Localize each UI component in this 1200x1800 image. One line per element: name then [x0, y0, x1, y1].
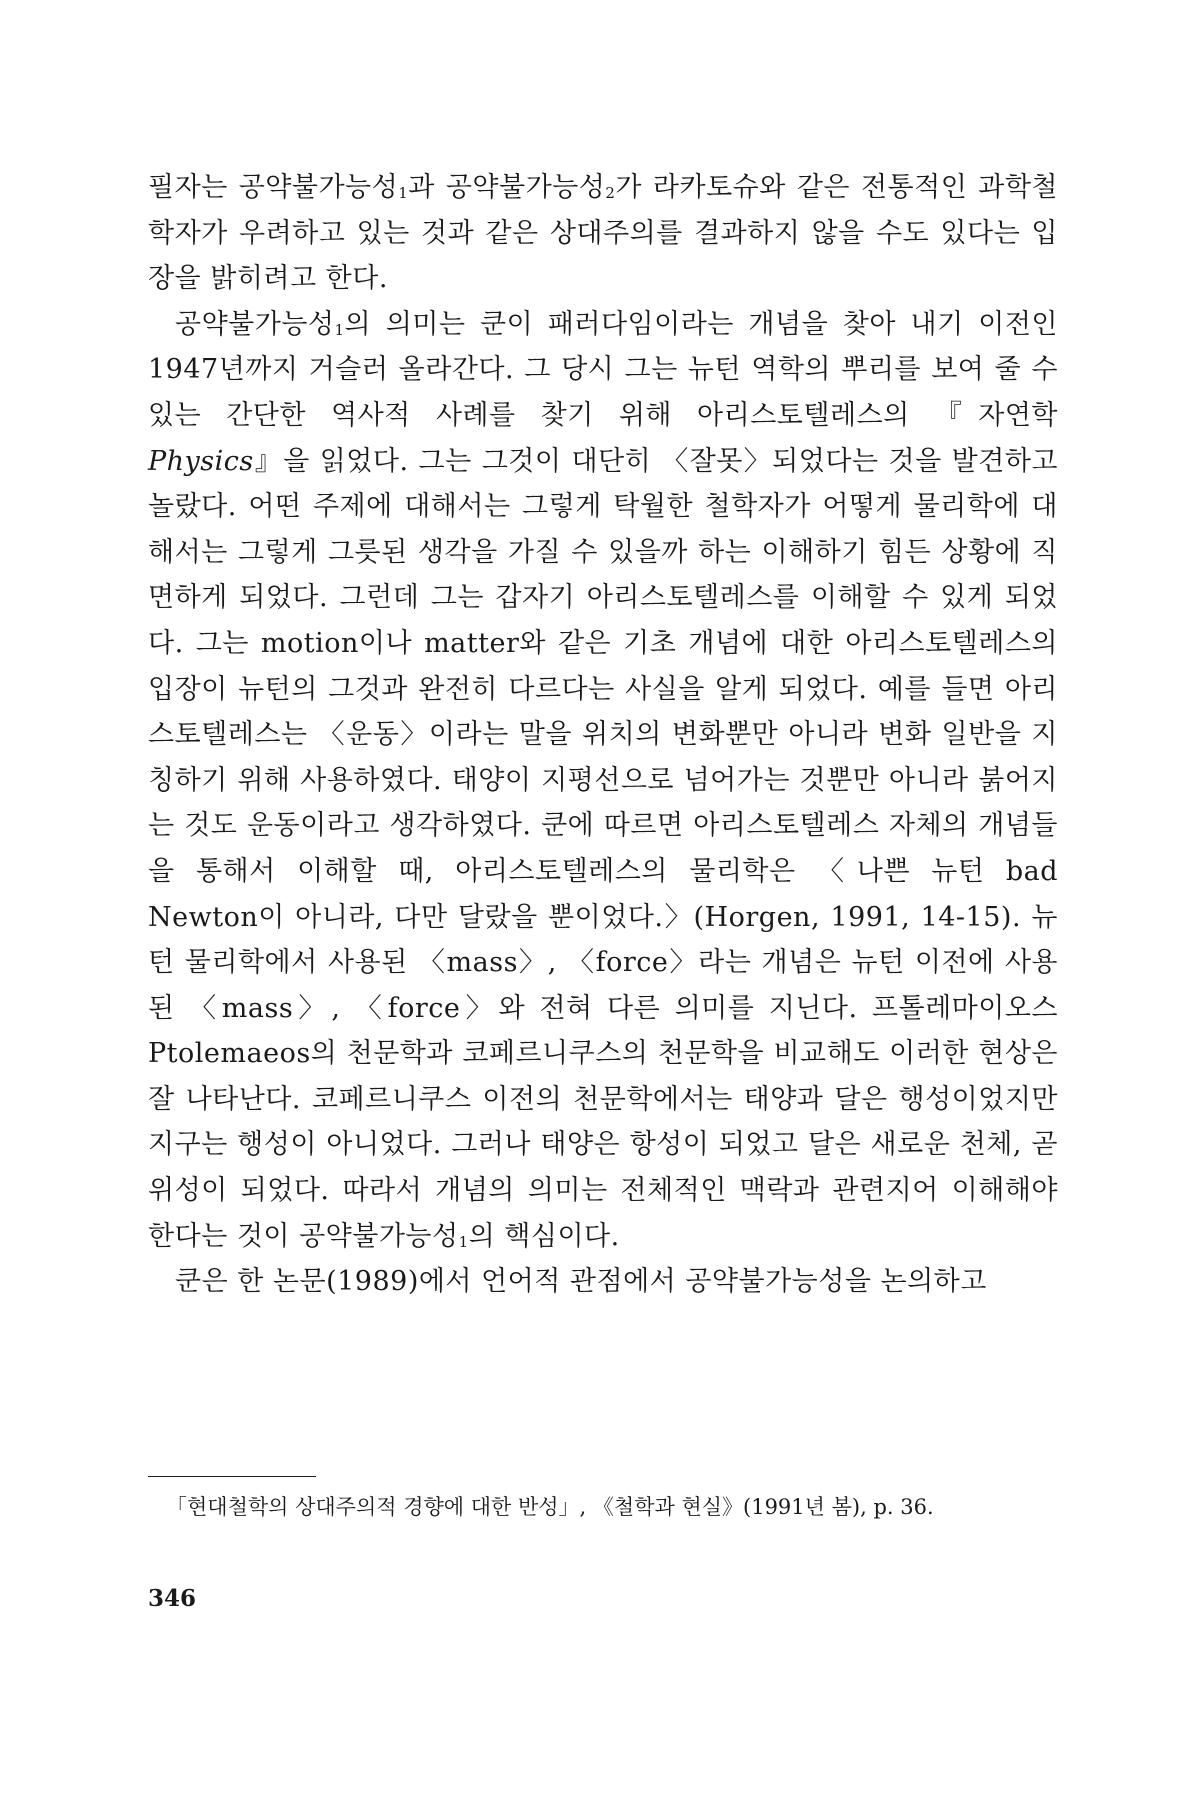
subscript: 2: [605, 184, 616, 202]
text-run: 』을 읽었다. 그는 그것이 대단히 〈잘못〉되었다는 것을 발견하고 놀랐다. 어떤 주제에 대해서는 그렇게 탁월한 철학자가 어떻게 물리학에 대해서는 그렇게 그릇된 생각을 가질 수 있을까 하는 이해하기 힘든 상황에 직면하게 되었다. 그런데 그는 갑자기 아리스토텔레스를 이해할 수 있게 되었다. 그는 motion이나 matter와 같은 기초 개념에 대한 아리스토텔레스의 입장이 뉴턴의 그것과 완전히 다르다는 사실을 알게 되었다. 예를 들면 아리스토텔레스는 〈운동〉이라는 말을 위치의 변화뿐만 아니라 변화 일반을 지칭하기 위해 사용하였다. 태양이 지평선으로 넘어가는 것뿐만 아니라 붉어지는 것도 운동이라고 생각하였다. 쿤에 따르면 아리스토텔레스 자체의 개념들을 통해서 이해할 때, 아리스토텔레스의 물리학은 〈나쁜 뉴턴 bad Newton이 아니라, 다만 달랐을 뿐이었다.〉(Horgen, 1991, 14-15). 뉴턴 물리학에서 사용된 〈mass〉, 〈force〉라는 개념은 뉴턴 이전에 사용된 〈mass〉, 〈force〉와 전혀 다른 의미를 지닌다. 프톨레마이오스 Ptolemaeos의 천문학과 코페르니쿠스의 천문학을 비교해도 이러한 현상은 잘 나타난다. 코페르니쿠스 이전의 천문학에서는 태양과 달은 행성이었지만 지구는 행성이 아니었다. 그러나 태양은 항성이 되었고 달은 새로운 천체, 곧 위성이 되었다. 따라서 개념의 의미는 전체적인 맥락과 관련지어 이해해야 한다는 것이 공약불가능성: [148, 445, 1058, 1252]
paragraph-2: [148, 302, 1058, 1259]
page-number: 346: [148, 1585, 197, 1612]
italic-term: Physics: [148, 445, 254, 477]
body-text: [148, 165, 1058, 1305]
subscript: 1: [334, 320, 345, 339]
footnote-divider: [148, 1476, 316, 1477]
text-run: 의 의미는 쿤이 패러다임이라는 개념을 찾아 내기 이전인 1947년까지 거슬러 올라간다. 그 당시 그는 뉴턴 역학의 뿌리를 보여 줄 수 있는 간단한 역사적 사례를 찾기 위해 아리스토텔레스의 『자연학: [148, 308, 1058, 431]
text-run: 의 핵심이다.: [468, 1220, 620, 1252]
footnote: 「현대철학의 상대주의적 경향에 대한 반성」, 《철학과 현실》(1991년 봄), p. 36.: [166, 1495, 934, 1519]
text-run: 필자는 공약불가능성: [148, 172, 399, 203]
paragraph-1: [148, 165, 1058, 302]
subscript: 1: [458, 1232, 469, 1251]
paragraph-3: [148, 1259, 1058, 1305]
text-run: 과 공약불가능성: [408, 172, 606, 203]
text-run: 공약불가능성: [175, 308, 335, 340]
subscript: 1: [398, 184, 409, 202]
text-run: 쿤은 한 논문(1989)에서 언어적 관점에서 공약불가능성을 논의하고: [175, 1266, 987, 1298]
text-run: 가 라카토슈와 같은 전통적인 과학철학자가 우려하고 있는 것과 같은 상대주의를 결과하지 않을 수도 있다는 입장을 밝히려고 한다.: [148, 172, 1059, 295]
